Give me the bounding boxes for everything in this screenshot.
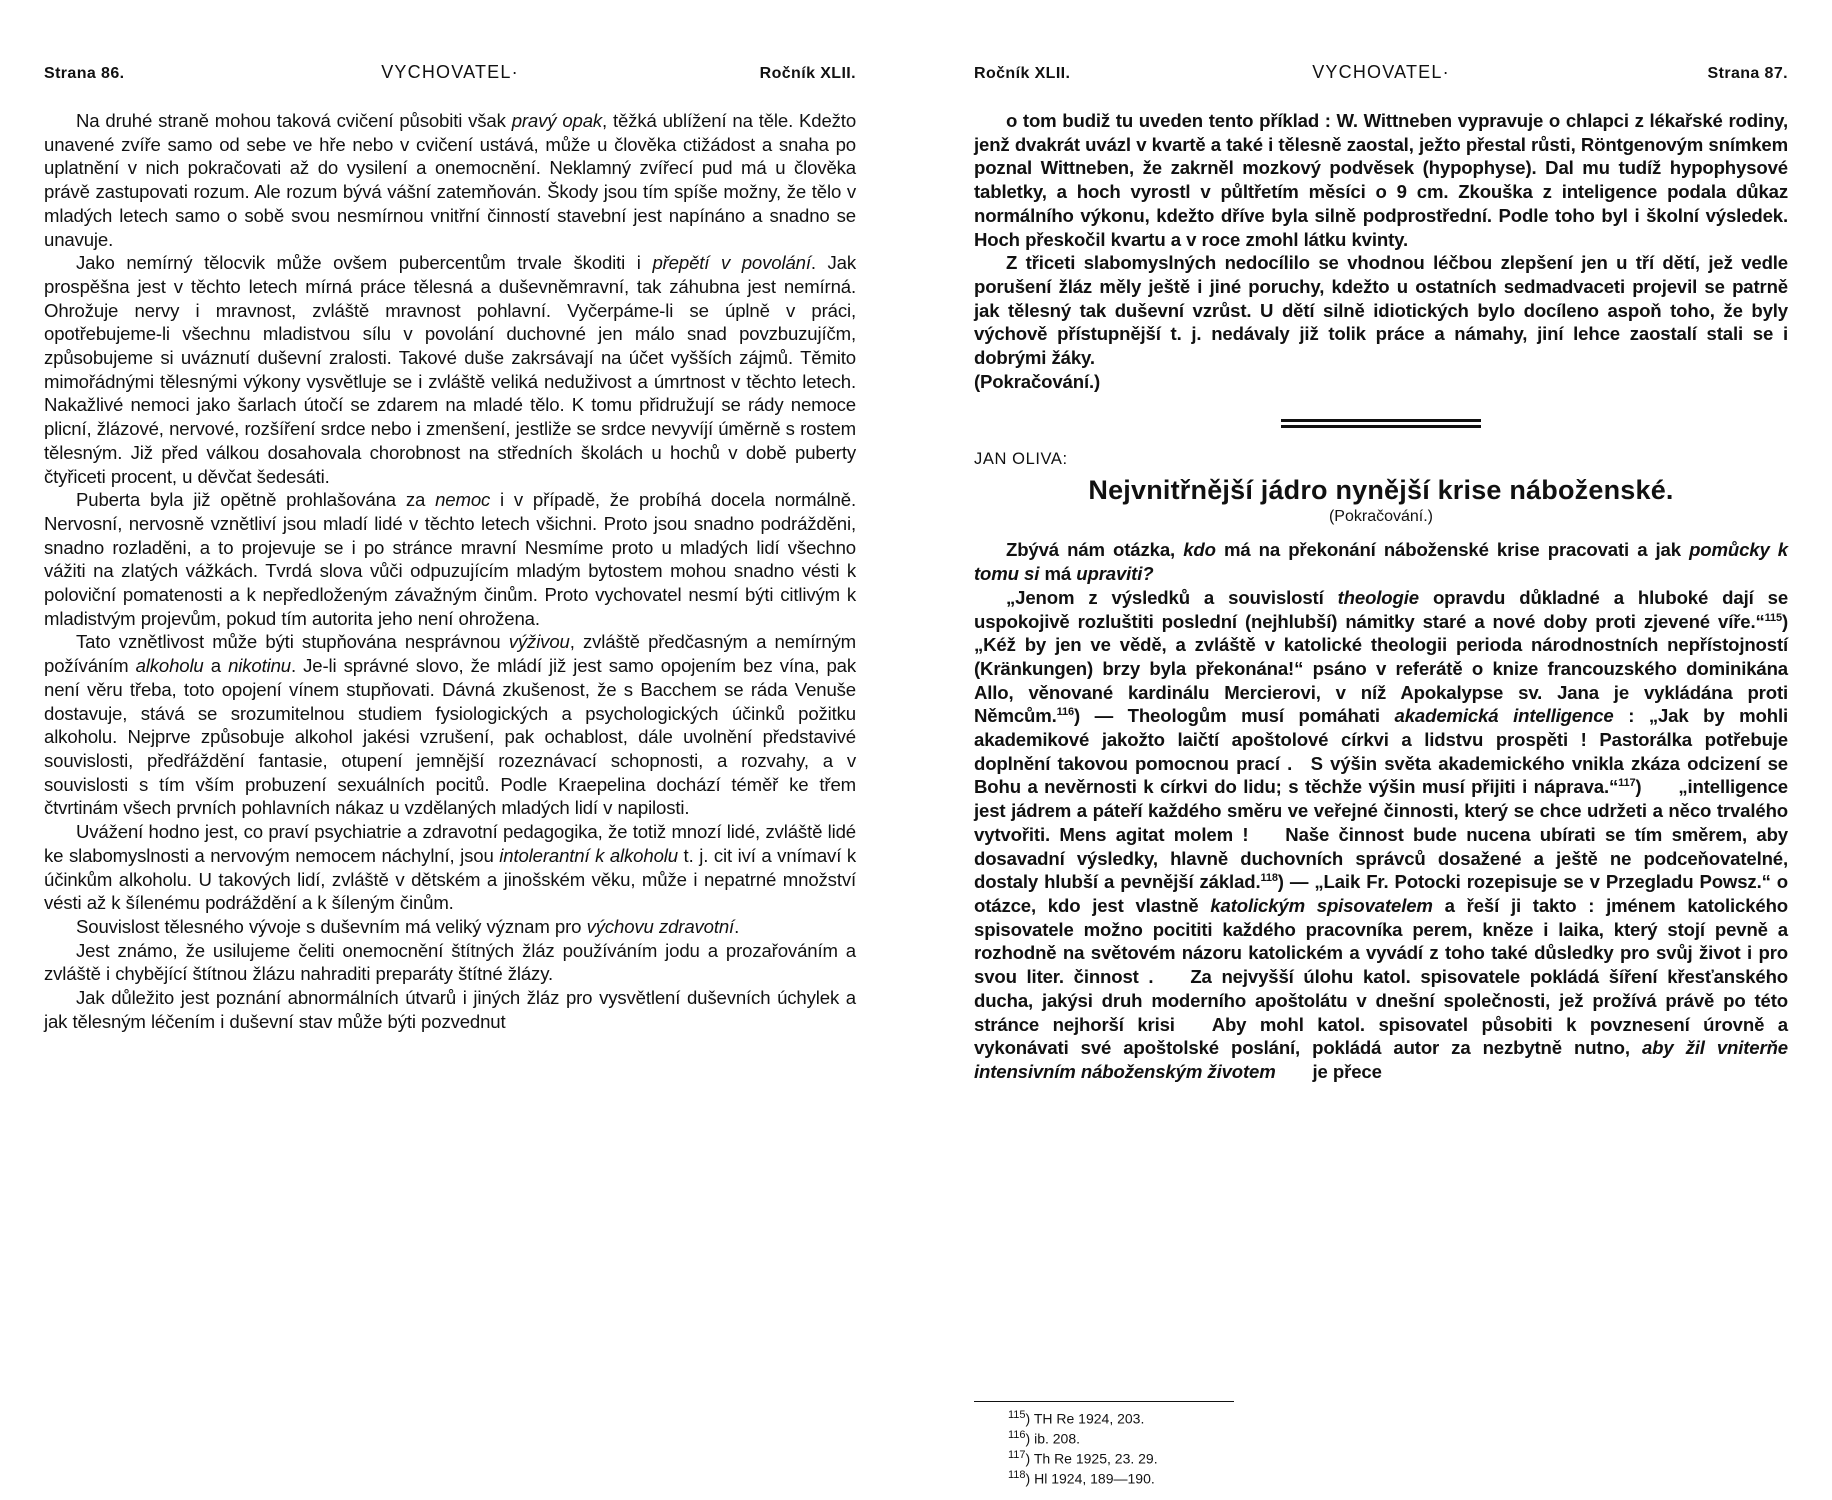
left-volume: Ročník XLII. (759, 65, 856, 82)
article-body (974, 538, 1788, 1083)
right-journal-title: VYCHOVATEL· (1312, 62, 1450, 82)
footnote: $^{116}$) ib. 208. (1008, 1428, 1081, 1447)
paragraph: Uvážení hodno jest, co praví psychiatrie a zdravotní pedagogika, že totiž mnozí lidé, zvláště lidé ke slabomyslnosti a nervovým nemocem náchylní, jsou intolerantní k alkoholu t. j. cit iví a vnímaví k účinkům alkoholu. U takových lidí, zvláště v dětském a jinošském věku, může i nepatrné množství vésti až k šílenému podráždění a k šíleným činům. (44, 821, 856, 914)
paragraph: „Jenom z výsledků a souvislostí theologie opravdu důkladné a hluboké dají se uspokojivě rozluštiti poslední (nejhlubší) námitky staré a nové doby proti zjevené víře.“$^{115}$) „Kéž by jen ve vědě, a zvláště v katolické theologii perioda národnostních nepřístojností (Kränkungen) brzy byla překonána!“ psáno v referátě o knize francouzského dominikána Allo, věnované kardinálu Mercierovi, v níž Apokalypse sv. Jana je vykládána proti Němcům.$^{116}$) — Theologům musí pomáhati akademická intelligence : „Jak by mohli akademikové jakožto laičtí apoštolové církvi a lidstvu prospěti ! Pastorálka potřebuje doplnění takovou pomocnou prací . S výšin světa akademického vnikla zkáza odcizení se Bohu a nevěrnosti k církvi do lidu; s těchže výšin musí přijiti i náprava.“$^{117}$) „intelligence jest jádrem a páteří každého směru ve veřejné činnosti, který se chce udržeti a něco trvalého vytvořiti. Mens agitat molem ! Naše činnost bude nucena ubírati se tím směrem, aby dosavadní výsledky, hlavně duchovních správců dosažené a ještě ne podceňovatelné, dostaly hlubší a pevnější základ.$^{118}$) — „Laik Fr. Potocki rozepisuje se v Przegladu Powsz.“ o otázce, kdo jest vlastně katolickým spisovatelem a řeší ji takto : jménem katolického spisovatele možno pocititi každého pracovníka perem, kněze i laika, který stojí pevně a rozhodně na světovém názoru katolickém a vyvádí z toho také důsledky pro svůj život i pro svou liter. činnost . Za nejvyšší úlohu katol. spisovatele pokládá šíření křesťanského ducha, jakýsi druh moderního apoštolátu v dnešní společnosti, jež prožívá právě po této stránce nejhorší krisi Aby mohl katol. spisovatel působiti k povznesení úrovně a vykonávati své apoštolské poslání, pokládá autor za nezbytně nutno, aby žil vniterňe intensivním náboženským životem je přece (974, 586, 1789, 1082)
footnote-block (974, 1401, 1788, 1489)
paragraph: Na druhé straně mohou taková cvičení působiti však pravý opak, těžká ublížení na těle. Kdežto unavené zvíře samo od sebe ve hře nebo v cvičení ustává, může u člověka ctižádost a snaha po uplatnění v nich pokračovati až do vysilení a onemocnění. Neklamný zvířecí pud má u člověka právě zastupovati rozum. Ale rozum bývá vášní zatemňován. Škody jsou tím spíše možny, že tělo v mladých letech samo o sobě svou nesmírnou vnitřní činností stavební jest napínáno a snadno se unavuje. (44, 110, 857, 250)
footnote-rule (974, 1401, 1234, 1402)
paragraph: Puberta byla již opětně prohlašována za nemoc i v případě, že probíhá docela normálně. Nervosní, nervosně vznětliví jsou mladí lidé v těchto letech všichni. Proto jsou snadno podrážděni, snadno rozladěni, a to projevuje se i po stránce mravní Nesmíme proto u mladých lidí všechno vážiti na zlatých vážkách. Tvrdá slova vůči odpuzujícím mladým bytostem mohou snadno vésti k poloviční pomatenosti a k nepředloženým závažným činům. Proto vychovatel nesmí býti citlivým k mladistvým projevům, pokud tím autorita jeho není ohrožena. (44, 489, 857, 629)
left-running-head (44, 62, 856, 83)
footnote: $^{118}$) Hl 1924, 189—190. (1008, 1468, 1155, 1487)
paragraph: Jest známo, že usilujeme čeliti onemocnění štítných žláz používáním jodu a prozařováním a zvláště i chybějící štítnou žlázu nahraditi preparáty štítné žlázy. (44, 939, 856, 985)
footnote: $^{115}$) TH Re 1924, 203. (1008, 1408, 1145, 1427)
article-subtitle: (Pokračování.) (1328, 508, 1434, 526)
paragraph: Jako nemírný tělocvik může ovšem pubercentům trvale škoditi i přepětí v povolání. Jak prospěšna jest v těchto letech mírná práce tělesná a duševněmravní, tak záhubna jest nemírná. Ohrožuje nervy i mravnost, zvláště mravnost pohlavní. Vyčerpáme-li se úplně v práci, opotřebujeme-li všechnu mladistvou sílu v povolání duchovné jen málo snad povzbuzujíčm, způsobujeme si uváznutí duševní zralosti. Takové duše zakrsávají na účet vyšších zájmů. Těmito mimořádnými tělesnými výkony vysvětluje se i zvláště veliká neduživost a úmrtnost v těchto letech. Nakažlivé nemoci jako šarlach útočí se zdarem na mladé tělo. K tomu přidružují se rády nemoce plicní, žlázové, nervové, rozšíření srdce nebo i zmenšení, jestliže se srdce nevyvíjí úměrně s rostem tělesným. Již před válkou dosahovala chorobnost na středních školách u hochů v době puberty čtyřiceti procent, u děvčat šedesáti. (44, 252, 856, 487)
left-page-number: Strana 86. (44, 65, 125, 82)
right-column (916, 0, 1832, 1500)
right-page-number: Strana 87. (1707, 65, 1788, 82)
paragraph: Souvislost tělesného vývoje s duševním má veliký význam pro výchovu zdravotní. (76, 915, 740, 937)
article-title: Nejvnitřnější jádro nynější krise náboženské. (1088, 475, 1674, 506)
paragraph: Tato vznětlivost může býti stupňována nesprávnou výživou, zvláště předčasným a nemírným požíváním alkoholu a nikotinu. Je-li správné slovo, že mládí již jest samo opojením bez vína, pak není věru třeba, toto opojení vínem stupňovati. Dávná zkušenost, že s Bacchem se ráda Venuše dostavuje, stává se srozumitelnou studiem fysiologických a psychologických účinků požitku alkoholu. Nejprve způsobuje alkohol jakési vzrušení, pak ochablost, dále uvolnění představivé souvislosti, předřáždění fantasie, otupení jemnější rozeznávací schopnosti, a rozvahy, a v souvislosti s tím vším probuzení sexuálních pocitů. Podle Kraepelina dochází téměř ke třem čtvrtinám všech prvních pohlavních nákaz u vzdělaných mladých lidí v napilosti. (44, 631, 857, 819)
right-running-head (974, 62, 1788, 83)
right-volume: Ročník XLII. (974, 65, 1071, 82)
paragraph: Zbývá nám otázka, kdo má na překonání náboženské krise pracovati a jak pomůcky k tomu si má upraviti? (974, 539, 1788, 585)
article-author: JAN OLIVA: (974, 450, 1068, 469)
continuation-note: (Pokračování.) (974, 370, 1101, 392)
paragraph: o tom budiž tu uveden tento příklad : W. Wittneben vypravuje o chlapci z lékařské rodiny, jenž dvakrát uvázl v kvartě a také i tělesně zaostal, ježto přestal růsti, Röntgenovým snímkem poznal Wittneben, že zakrněl mozkový podvěsek (hypophyse). Dal mu tudíž hypophysové tabletky, a hoch vyrostl v půltřetím měsíci o 9 cm. Zkouška z inteligence podala důkaz normálního výkonu, kdežto dříve byla silně podprostřední. Podle toho byl i školní výsledek. Hoch přeskočil kvartu a v roce zmohl látku kvinty. (974, 110, 1788, 250)
paragraph: Jak důležito jest poznání abnormálních útvarů i jiných žláz pro vysvětlení duševních úchylek a jak tělesným léčením i duševní stav může býti pozvednut (44, 987, 856, 1032)
section-divider (1281, 419, 1481, 428)
footnote: $^{117}$) Th Re 1925, 23. 29. (1008, 1448, 1158, 1467)
left-journal-title: VYCHOVATEL· (381, 62, 519, 82)
paragraph: Z třiceti slabomyslných nedocílilo se vhodnou léčbou zlepšení jen u tří dětí, jež vedle porušení žláz měly ještě i jiné poruchy, kdežto u ostatních sedmadvaceti projevil se patrně jak tělesný tak duševní vzrůst. U dětí silně idiotických bylo docíleno aspoň toho, že byly výchově přístupnější t. j. nedávaly již tolik práce a námahy, jiní lehce zaostalí stali se i dobrými žáky. (974, 252, 1788, 369)
